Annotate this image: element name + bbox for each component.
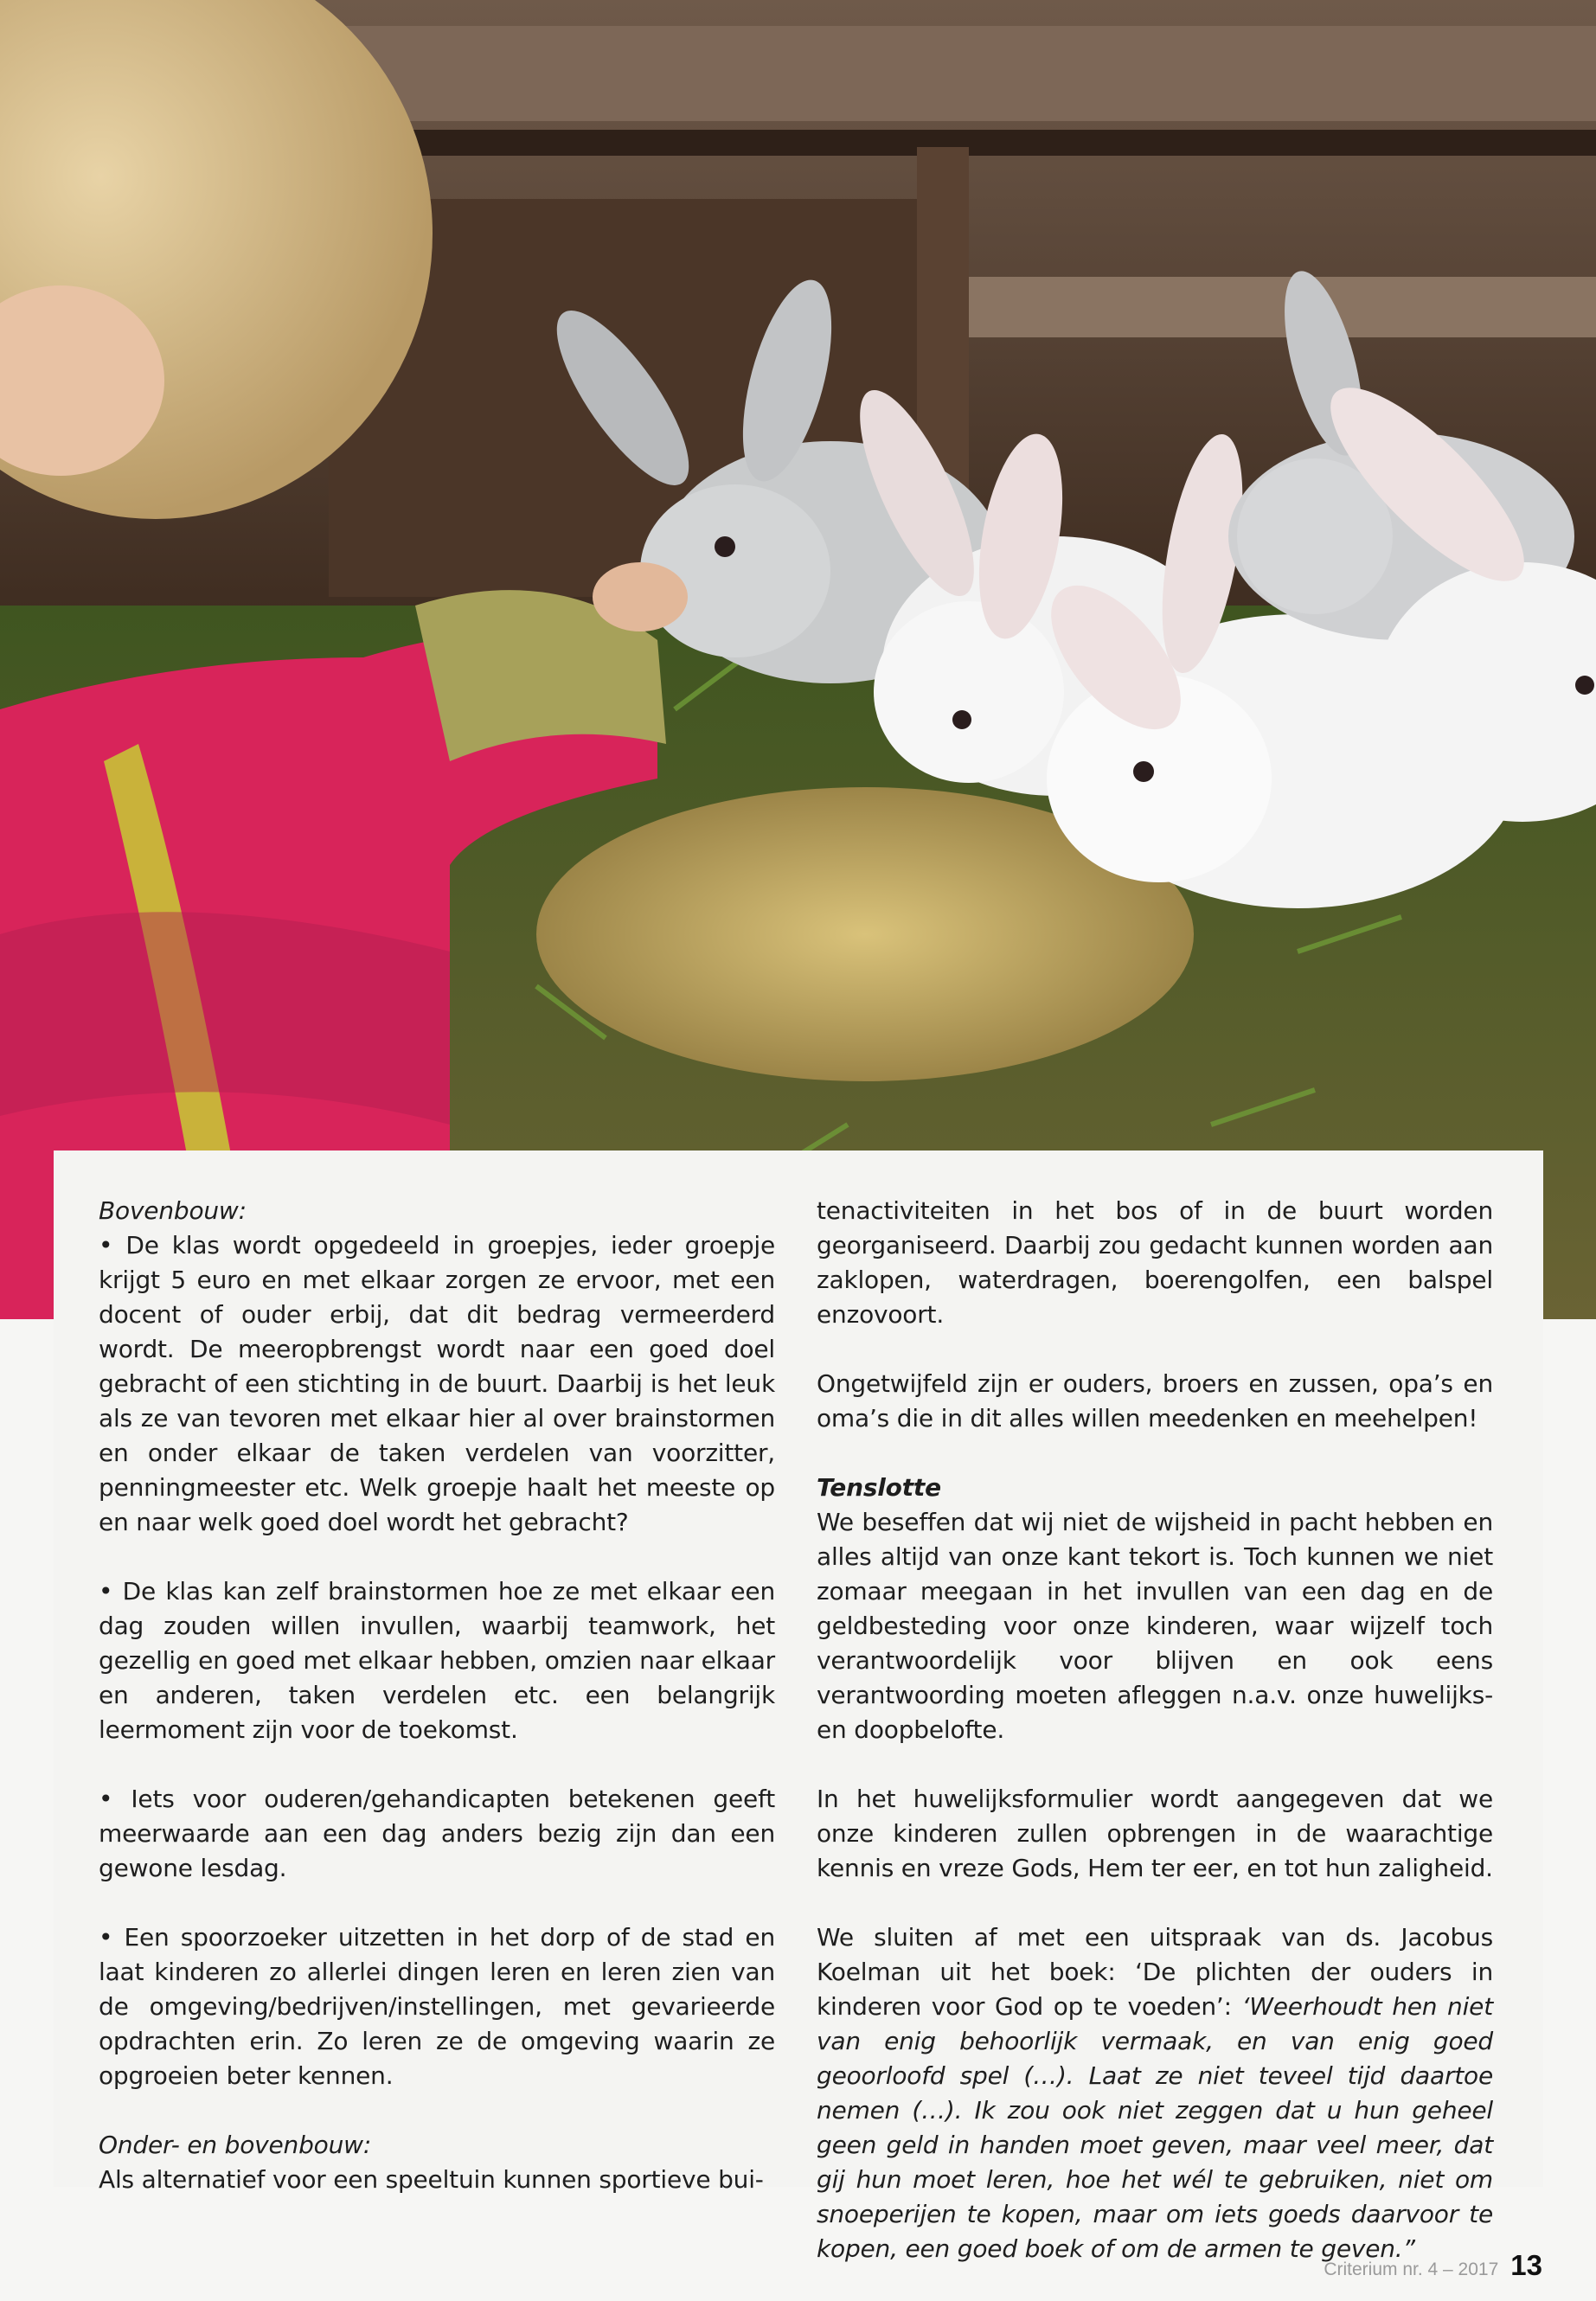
subheading-onder-bovenbouw: Onder- en bovenbouw: <box>99 2131 372 2159</box>
paragraph <box>99 1194 775 1540</box>
paragraph <box>817 1471 1493 1747</box>
article-column-left <box>99 1194 775 2197</box>
paragraph <box>817 1920 1493 2266</box>
hutch-plank-top <box>329 26 1596 121</box>
page-footer <box>1324 2249 1542 2284</box>
magazine-issue: Criterium nr. 4 – 2017 <box>1324 2259 1499 2279</box>
article-column-right <box>817 1194 1493 2266</box>
subheading-tenslotte: Tenslotte <box>817 1473 941 1502</box>
bullet-paragraph: • De klas kan zelf brainstormen hoe ze met elkaar een dag zouden willen invullen, waarbij teamwork, het gezellig en goed met elkaar hebben, omzien naar elkaar en anderen, taken verdelen etc. een belangrijk leermoment zijn voor de toekomst. <box>99 1577 775 1744</box>
page-number: 13 <box>1510 2249 1542 2281</box>
paragraph: tenactiviteiten in het bos of in de buurt worden georganiseerd. Daarbij zou gedacht kunnen worden aan zaklopen, waterdragen, boerengolfen, een balspel enzovoort. <box>817 1196 1493 1329</box>
paragraph-text: We beseffen dat wij niet de wijsheid in pacht hebben en alles altijd van onze kant tekort is. Toch kunnen we niet zomaar meegaan in het invullen van een dag en de geldbesteding voor onze kinderen, waar wijzelf toch verantwoordelijk voor blijven en ook eens verantwoording moeten afleggen n.a.v. onze huwelijks-en doopbelofte. <box>817 1508 1493 1744</box>
article-text-panel <box>54 1150 1543 2263</box>
koelman-quote: ‘Weerhoudt hen niet van enig behoorlijk vermaak, en van enig goed geoorloofd spel (…). Laat ze niet teveel tijd daartoe nemen (…). Ik zou ook niet zeggen dat u hun geheel geen geld in handen moet geven, maar veel meer, dat gij hun moet leren, hoe het wél te gebruiken, niet om snoeperijen te kopen, maar om iets goeds daarvoor te kopen, een goed boek of om de armen te geven.” <box>817 1992 1493 2263</box>
paragraph-text: We sluiten af met een uitspraak van ds. Jacobus Koelman uit het boek: ‘De plichten der ouders in kinderen voor God op te voeden’: <box>817 1923 1493 2021</box>
hutch-plank-right <box>969 277 1596 337</box>
paragraph-text: Als alternatief voor een speeltuin kunnen sportieve bui- <box>99 2165 764 2194</box>
paragraph <box>99 2128 775 2197</box>
bullet-paragraph: • Een spoorzoeker uitzetten in het dorp of de stad en laat kinderen zo allerlei dingen leren en leren zien van de omgeving/bedrijven/instellingen, met gevarieerde opdrachten erin. Zo leren ze de omgeving waarin ze opgroeien beter kennen. <box>99 1923 775 2090</box>
bullet-paragraph: • De klas wordt opgedeeld in groepjes, ieder groepje krijgt 5 euro en met elkaar zorgen ze ervoor, met een docent of ouder erbij, dat dit bedrag vermeerderd wordt. De meeropbrengst wordt naar een goed doel gebracht of een stichting in de buurt. Daarbij is het leuk als ze van tevoren met elkaar hier al over brainstormen en onder elkaar de taken verdelen van voorzitter, penningmeester etc. Welk groepje haalt het meeste op en naar welk goed doel wordt het gebracht? <box>99 1231 775 1536</box>
paragraph: Ongetwijfeld zijn er ouders, broers en zussen, opa’s en oma’s die in dit alles willen meedenken en meehelpen! <box>817 1369 1493 1433</box>
paragraph: In het huwelijksformulier wordt aangegeven dat we onze kinderen zullen opbrengen in de waarachtige kennis en vreze Gods, Hem ter eer, en tot hun zaligheid. <box>817 1785 1493 1882</box>
subheading-bovenbouw: Bovenbouw: <box>99 1196 247 1225</box>
bullet-paragraph: • Iets voor ouderen/gehandicapten betekenen geeft meerwaarde aan een dag anders bezig zijn dan een gewone lesdag. <box>99 1785 775 1882</box>
